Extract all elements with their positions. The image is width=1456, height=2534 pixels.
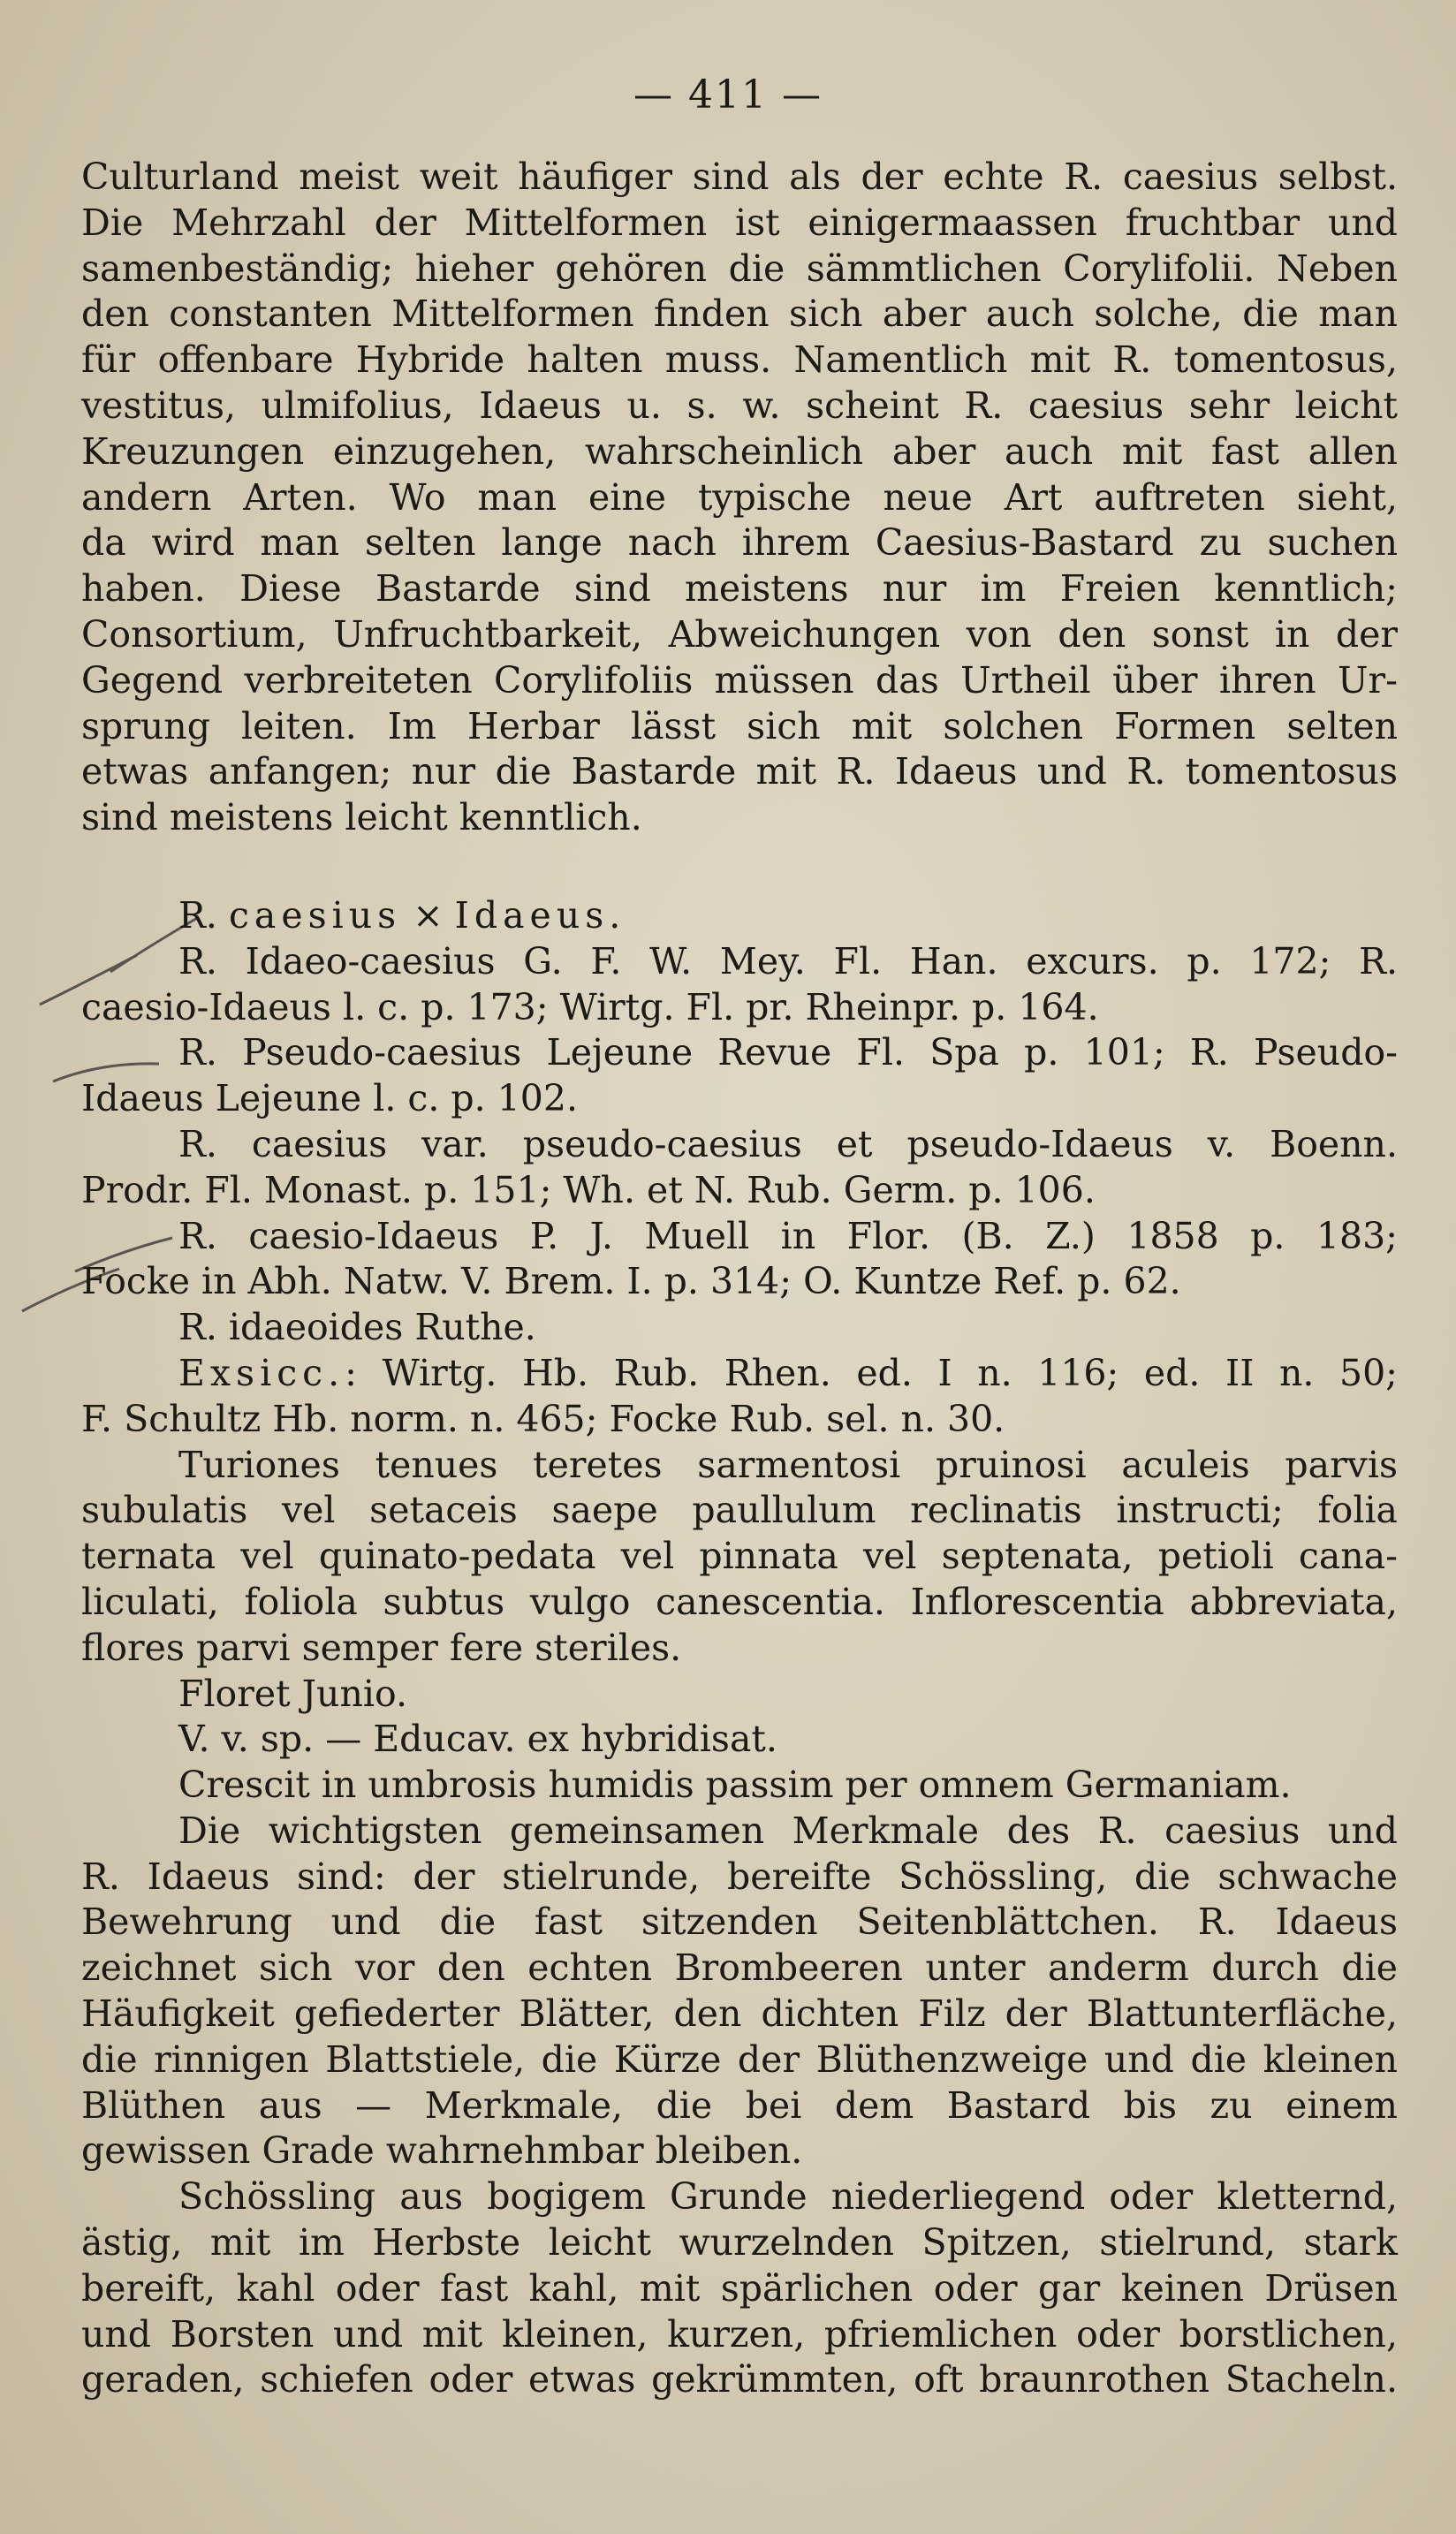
text-line: ternata vel quinato-pedata vel pinnata vel septenata, petioli cana- <box>81 1535 1398 1578</box>
text-line: flores parvi semper fere steriles. <box>81 1626 682 1669</box>
synonym-line: R. Pseudo-caesius Lejeune Revue Fl. Spa p. 101; R. Pseudo- <box>178 1031 1398 1074</box>
text-line: andern Arten. Wo man eine typische neue Art auftreten sieht, <box>81 475 1398 519</box>
text-line: für offenbare Hybride halten muss. Namentlich mit R. tomentosus, <box>81 338 1398 382</box>
text-line: Consortium, Unfruchtbarkeit, Abweichungen von den sonst in der <box>81 612 1398 656</box>
text-line: Schössling aus bogigem Grunde niederliegend oder kletternd, <box>178 2175 1398 2219</box>
page-number: — 411 — <box>633 72 823 118</box>
text-line: vestitus, ulmifolius, Idaeus u. s. w. scheint R. caesius sehr leicht <box>81 383 1398 427</box>
text-line: Turiones tenues teretes sarmentosi pruinosi aculeis parvis <box>178 1443 1398 1486</box>
exsiccata-line-2: F. Schultz Hb. norm. n. 465; Focke Rub. sel. n. 30. <box>81 1397 1005 1440</box>
latin-description <box>81 1443 1398 1672</box>
synonym-line: caesio-Idaeus l. c. p. 173; Wirtg. Fl. pr. Rheinpr. p. 164. <box>81 985 1099 1028</box>
text-line: Gegend verbreiteten Corylifoliis müssen das Urtheil über ihren Ur- <box>81 658 1398 702</box>
synonym-line: Focke in Abh. Natw. V. Brem. I. p. 314; O. Kuntze Ref. p. 62. <box>81 1260 1181 1303</box>
synonym-line: R. Idaeo-caesius G. F. W. Mey. Fl. Han. excurs. p. 172; R. <box>178 939 1398 982</box>
synonym-line: R. caesius var. pseudo-caesius et pseudo-Idaeus v. Boenn. <box>178 1122 1398 1165</box>
floret-line: Floret Junio. <box>178 1672 407 1715</box>
text-line: Bewehrung und die fast sitzenden Seitenblättchen. R. Idaeus <box>81 1900 1398 1944</box>
text-line: Kreuzungen einzugehen, wahrscheinlich aber auch mit fast allen <box>81 429 1398 473</box>
text-line: samenbeständig; hieher gehören die sämmtlichen Corylifolii. Neben <box>81 247 1398 290</box>
text-line: die rinnigen Blattstiele, die Kürze der Blüthenzweige und die kleinen <box>81 2037 1398 2081</box>
vidi-line: V. v. sp. — Educav. ex hybridisat. <box>178 1718 777 1761</box>
text-line: etwas anfangen; nur die Bastarde mit R. Idaeus und R. tomentosus <box>81 750 1398 793</box>
heading-caesius: caesius <box>228 893 402 937</box>
synonym-line: Idaeus Lejeune l. c. p. 102. <box>81 1077 579 1120</box>
section-gap <box>81 841 1398 893</box>
crescit-line: Crescit in umbrosis humidis passim per omnem Germaniam. <box>178 1764 1292 1807</box>
text-line: gewissen Grade wahrnehmbar bleiben. <box>81 2129 803 2173</box>
text-line: geraden, schiefen oder etwas gekrümmten, oft braunrothen Stacheln. <box>81 2358 1398 2401</box>
synonym-line: R. idaeoides Ruthe. <box>178 1306 536 1349</box>
text-line: sind meistens leicht kenntlich. <box>81 796 642 839</box>
synonymy-list <box>81 939 1398 1351</box>
text-line: und Borsten und mit kleinen, kurzen, pfriemlichen oder borstlichen, <box>81 2312 1398 2356</box>
exsicc-label: Exsicc. <box>178 1351 345 1394</box>
paragraph-schoessling <box>81 2174 1398 2403</box>
text-line: den constanten Mittelformen finden sich aber auch solche, die man <box>81 292 1398 336</box>
body-text <box>81 155 1398 2403</box>
text-line: zeichnet sich vor den echten Brombeeren unter anderm durch die <box>81 1946 1398 1990</box>
text-line: sprung leiten. Im Herbar lässt sich mit solchen Formen selten <box>81 704 1398 747</box>
text-line: Häufigkeit gefiederter Blätter, den dichten Filz der Blattunterfläche, <box>81 1992 1398 2036</box>
paragraph-merkmale <box>81 1809 1398 2174</box>
text-line: ästig, mit im Herbste leicht wurzelnden Spitzen, stielrund, stark <box>81 2221 1398 2265</box>
synonym-line: R. caesio-Idaeus P. J. Muell in Flor. (B. Z.) 1858 p. 183; <box>178 1214 1398 1257</box>
synonym-line: Prodr. Fl. Monast. p. 151; Wh. et N. Rub. Germ. p. 106. <box>81 1168 1096 1211</box>
text-line: Die wichtigsten gemeinsamen Merkmale des R. caesius und <box>178 1809 1398 1852</box>
text-line: liculati, foliola subtus vulgo canescentia. Inflorescentia abbreviata, <box>81 1580 1398 1623</box>
species-heading: R. caesius × Idaeus. <box>178 893 626 937</box>
text-line: haben. Diese Bastarde sind meistens nur im Freien kenntlich; <box>81 567 1398 611</box>
text-line: Blüthen aus — Merkmale, die bei dem Bastard bis zu einem <box>81 2083 1398 2127</box>
hybrid-cross-symbol: × <box>413 893 444 937</box>
text-line: da wird man selten lange nach ihrem Caesius-Bastard zu suchen <box>81 521 1398 565</box>
text-line: R. Idaeus sind: der stielrunde, bereifte Schössling, die schwache <box>81 1855 1398 1898</box>
text-line: Die Mehrzahl der Mittelformen ist einigermaassen fruchtbar und <box>81 201 1398 244</box>
paragraph-culturland <box>81 155 1398 841</box>
text-line: bereift, kahl oder fast kahl, mit spärlichen oder gar keinen Drüsen <box>81 2266 1398 2310</box>
text-line: subulatis vel setaceis saepe paullulum reclinatis instructi; folia <box>81 1489 1398 1532</box>
exsiccata-line: Exsicc.: Wirtg. Hb. Rub. Rhen. ed. I n. 116; ed. II n. 50; <box>178 1351 1398 1394</box>
text-line: Culturland meist weit häufiger sind als der echte R. caesius selbst. <box>81 156 1398 198</box>
heading-idaeus: Idaeus. <box>454 893 626 937</box>
